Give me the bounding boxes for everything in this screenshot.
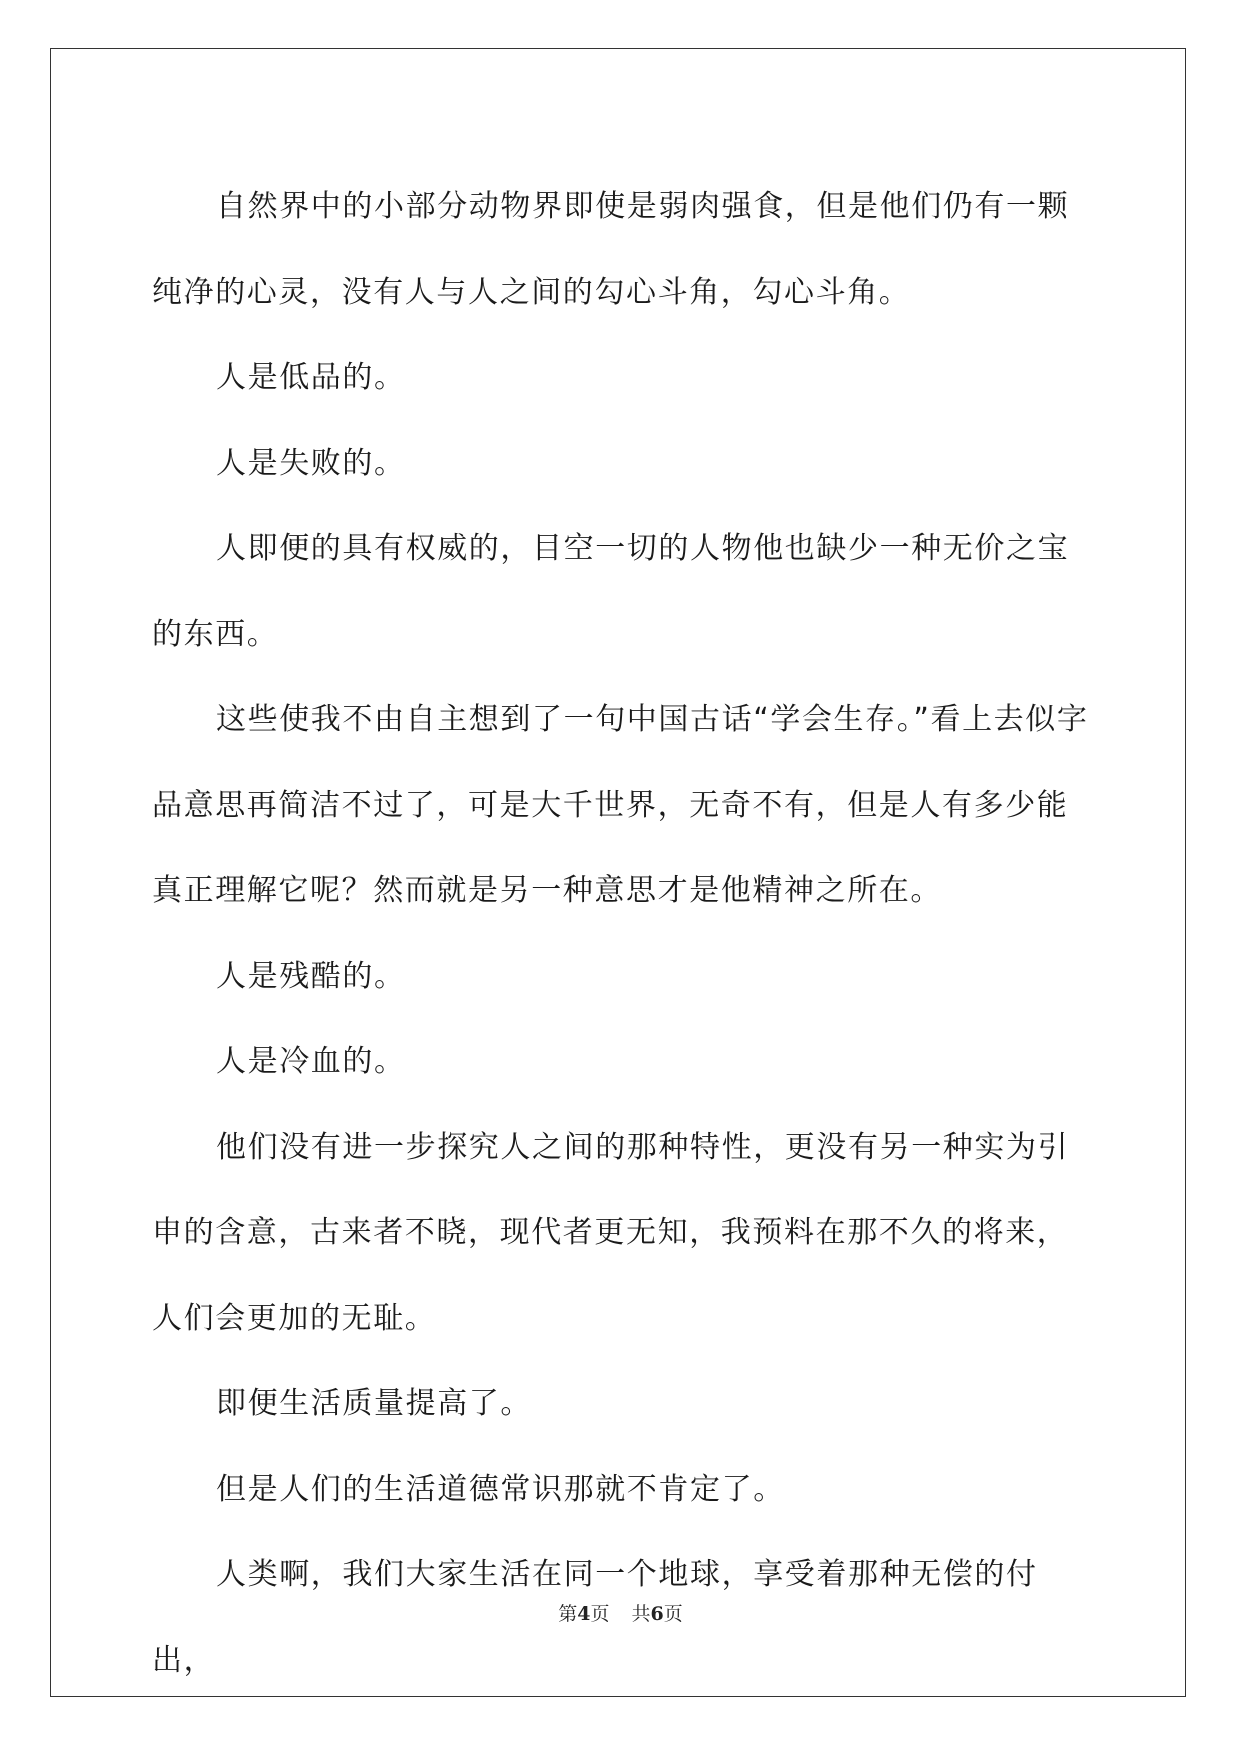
paragraph: 人是残酷的。 — [216, 958, 406, 994]
paragraph: 人即便的具有权威的，目空一切的人物他也缺少一种无价之宝的东西。 — [152, 531, 1070, 652]
footer-total-unit: 页 — [663, 1603, 683, 1625]
total-pages-number: 6 — [650, 1603, 664, 1625]
document-body — [152, 164, 1092, 1703]
footer-prefix: 第 — [558, 1603, 578, 1625]
paragraph: 人类啊，我们大家生活在同一个地球，享受着那种无偿的付出， — [152, 1557, 1038, 1678]
paragraph: 这些使我不由自主想到了一句中国古话“学会生存。”看上去似字品意思再简洁不过了，可是大千世界，无奇不有，但是人有多少能真正理解它呢？然而就是另一种意思才是他精神之所在。 — [152, 702, 1089, 908]
paragraph: 人是低品的。 — [216, 360, 406, 395]
paragraph: 人是冷血的。 — [216, 1044, 406, 1079]
paragraph: 人是失败的。 — [216, 445, 406, 481]
paragraph: 他们没有进一步探究人之间的那种特性，更没有另一种实为引申的含意，古来者不晓，现代者更无知，我预料在那不久的将来，人们会更加的无耻。 — [152, 1129, 1070, 1336]
page-footer — [0, 1599, 1241, 1626]
paragraph: 但是人们的生活道德常识那就不肯定了。 — [216, 1471, 785, 1507]
footer-total-prefix: 共 — [631, 1603, 651, 1625]
paragraph: 自然界中的小部分动物界即使是弱肉强食，但是他们仍有一颗纯净的心灵，没有人与人之间的勾心斗角，勾心斗角。 — [152, 189, 1070, 310]
current-page-number: 4 — [577, 1603, 591, 1625]
paragraph: 即便生活质量提高了。 — [216, 1386, 532, 1421]
footer-page-unit: 页 — [590, 1603, 610, 1625]
